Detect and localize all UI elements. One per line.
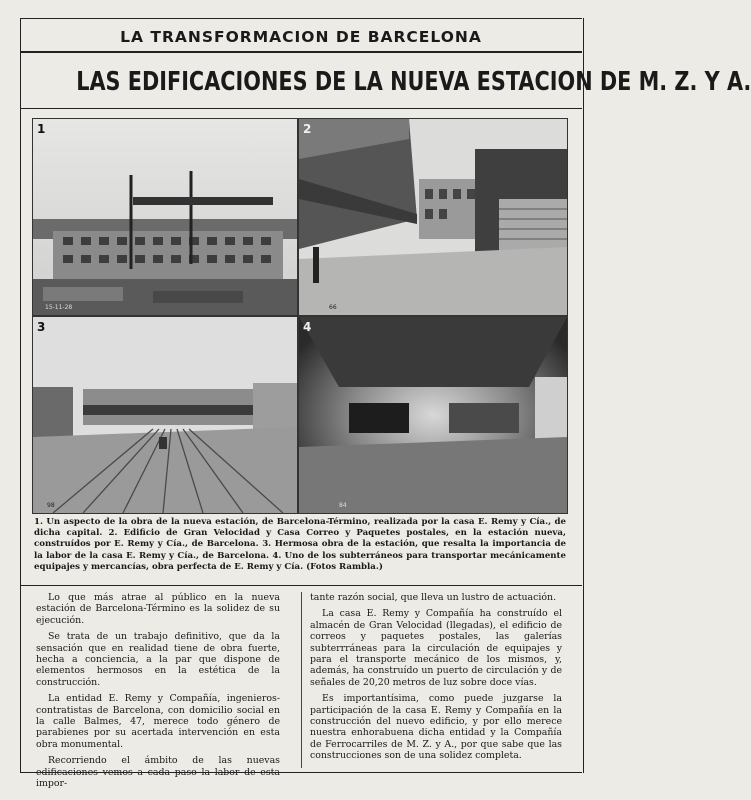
bottom-rule <box>20 772 582 773</box>
column-divider <box>301 592 302 768</box>
photo-3 <box>32 316 298 514</box>
header-rule <box>20 51 582 53</box>
body-column-left <box>36 592 280 795</box>
photo-2-stamp: 66 <box>329 304 337 311</box>
photo-3-image <box>33 317 297 513</box>
paragraph: Es importantísima, como puede juzgarse la participación de la casa E. Remy y Compañía en la construcción del nuevo edificio, y por ello merece nuestra enhorabuena dicha entidad y la Compañía de Ferrocarriles de M. Z. y A., por que sabe que las construcciones son de una solidez completa. <box>310 693 562 762</box>
caption-rule <box>20 585 582 586</box>
photo-1-number: 1 <box>37 122 46 136</box>
photo-3-number: 3 <box>37 320 46 334</box>
photo-1-image <box>33 119 297 315</box>
photo-4 <box>298 316 568 514</box>
photo-4-image <box>299 317 567 513</box>
title-rule <box>20 108 582 109</box>
body-column-right <box>310 592 562 767</box>
photo-3-stamp: 98 <box>47 502 55 509</box>
photo-caption: 1. Un aspecto de la obra de la nueva estación, de Barcelona-Término, realizada por la casa E. Remy y Cía., de dicha capital. 2. Edificio de Gran Velocidad y Casa Correo y Paquetes postales, en la estación nueva, construídos por E. Remy y Cía., de Barcelona. 3. Hermosa obra de la estación, que resalta la importancia de la labor de la casa E. Remy y Cía., de Barcelona. 4. Uno de los subterráneos para transportar mecánicamente equipajes y mercancías, obra perfecta de E. Remy y Cía. (Fotos Rambla.) <box>34 517 566 572</box>
photo-4-number: 4 <box>303 320 312 334</box>
paragraph: La casa E. Remy y Compañía ha construído el almacén de Gran Velocidad (llegadas), el edificio de correos y paquetes postales, las galerías subterrráneas para la circulación de equipajes y para el transporte mecánico de los mismos, y, además, ha construído un puerto de circulación y de señales de 20,20 metros de luz sobre doce vías. <box>310 608 562 688</box>
paragraph: La entidad E. Remy y Compañía, ingenieros-contratistas de Barcelona, con domicilio social en la calle Balmes, 47, merece todo género de parabienes por su acertada intervención en esta obra monumental. <box>36 693 280 750</box>
photo-4-stamp: 84 <box>339 502 347 509</box>
photo-2 <box>298 118 568 316</box>
article-title: LAS EDIFICACIONES DE LA NUEVA ESTACION DE M. Z. Y A. <box>76 67 751 97</box>
photo-1 <box>32 118 298 316</box>
paragraph: Se trata de un trabajo definitivo, que da la sensación que en realidad tiene de obra fuerte, hecha a conciencia, a la par que dispone de elementos hermosos en la estética de la construcción. <box>36 631 280 688</box>
paragraph: Lo que más atrae al público en la nueva estación de Barcelona-Término es la solidez de su ejecución. <box>36 592 280 626</box>
photo-2-image <box>299 119 567 315</box>
photo-1-stamp: 15-11-28 <box>45 304 73 311</box>
section-header: LA TRANSFORMACION DE BARCELONA <box>120 28 482 46</box>
top-rule <box>20 18 582 19</box>
photo-2-number: 2 <box>303 122 312 136</box>
paragraph: Recorriendo el ámbito de las nuevas edificaciones vemos a cada paso la labor de esta impor- <box>36 755 280 790</box>
paragraph: tante razón social, que lleva un lustro de actuación. <box>310 592 557 603</box>
